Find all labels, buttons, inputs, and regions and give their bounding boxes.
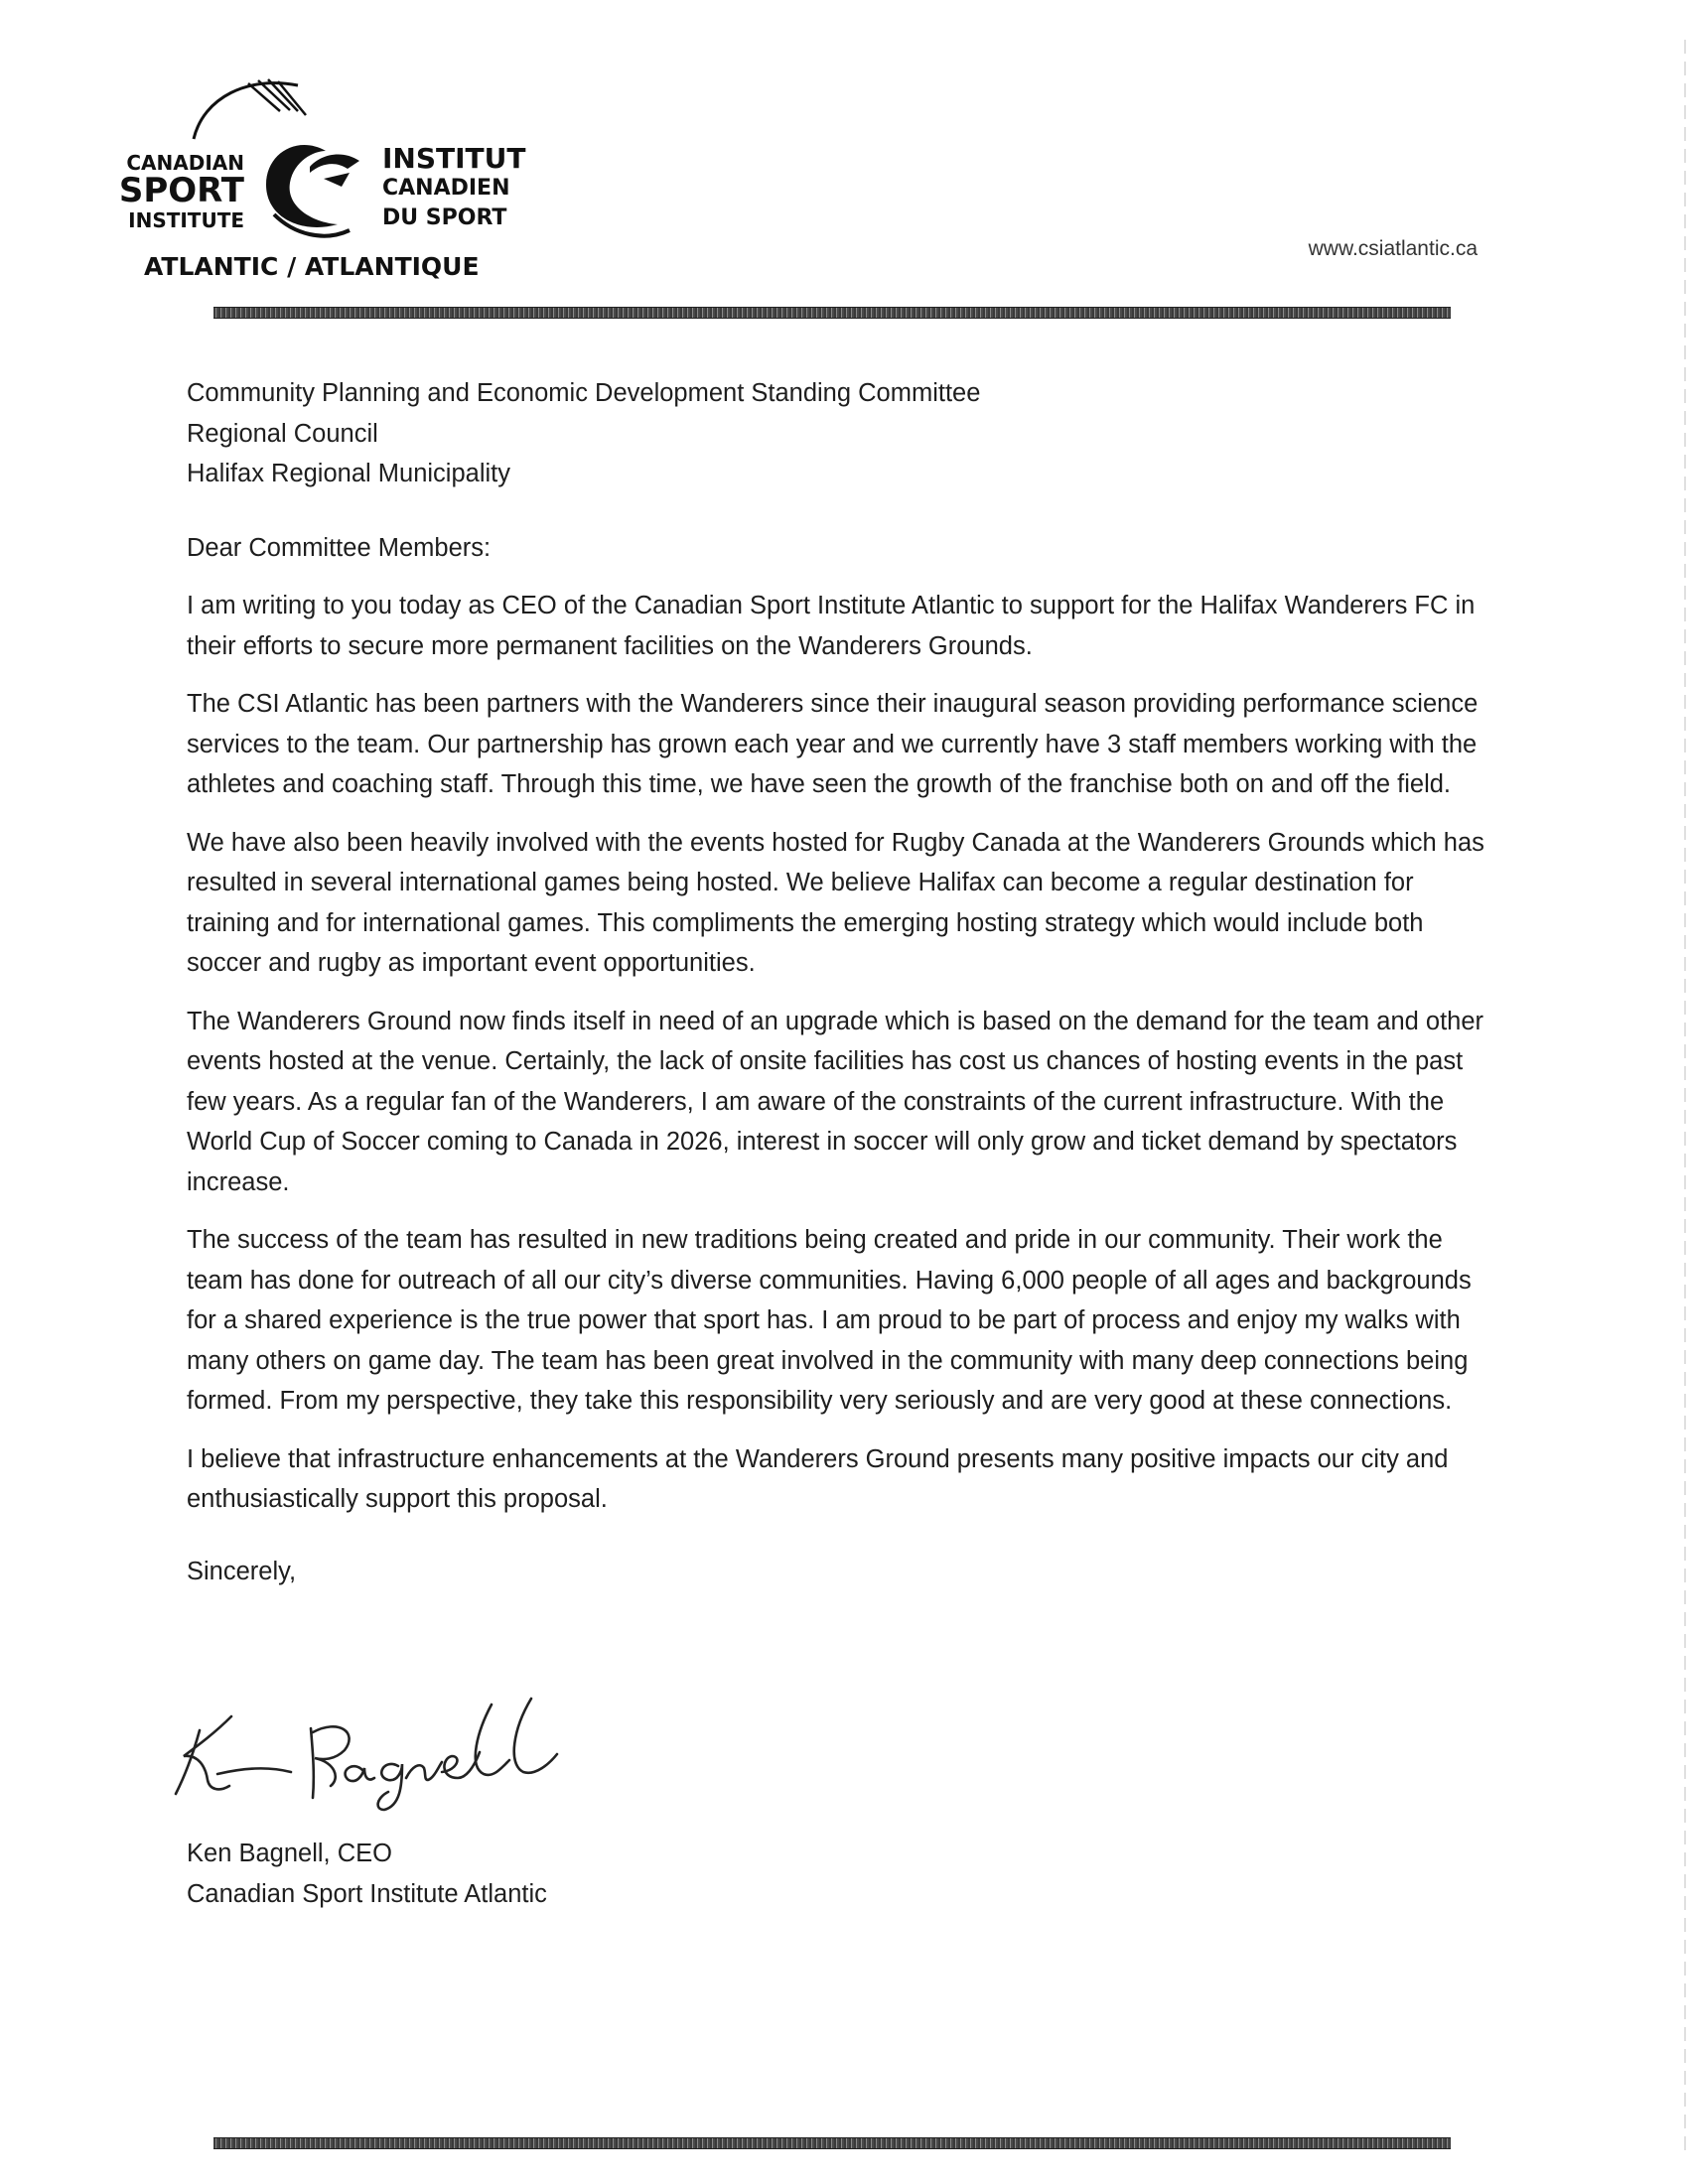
body-paragraph: The CSI Atlantic has been partners with the Wanderers since their inaugural season providing performance science services to the team. Our partnership has grown each year and we currently have 3 staff members working with the athletes and coaching staff. Through this time, we have seen the growth of the franchise both on and off the field.	[187, 690, 1479, 798]
closing: Sincerely,	[187, 1557, 297, 1585]
scan-edge-artifact	[1684, 40, 1686, 2154]
signature-icon	[164, 1683, 611, 1812]
signatory-organization: Canadian Sport Institute Atlantic	[187, 1879, 547, 1908]
letterhead	[0, 0, 1692, 328]
logo-text-region: ATLANTIC / ATLANTIQUE	[144, 252, 480, 281]
recipient-block	[187, 373, 1497, 494]
signatory-block	[187, 1834, 547, 1914]
body-paragraph: The Wanderers Ground now finds itself in need of an upgrade which is based on the demand for the team and other events hosted at the venue. Certainly, the lack of onsite facilities has cost us chances of hosting events in the past few years. As a regular fan of the Wanderers, I am aware of the constraints of the current infrastructure. With the World Cup of Soccer coming to Canada in 2026, interest in soccer will only grow and ticket demand by spectators increase.	[187, 1007, 1484, 1196]
letter-body	[187, 373, 1497, 1591]
handwritten-signature	[164, 1683, 611, 1812]
csi-logo	[99, 77, 536, 286]
recipient-line: Halifax Regional Municipality	[187, 460, 510, 487]
logo-text-canadien: CANADIEN	[382, 176, 510, 201]
website-url: www.csiatlantic.ca	[1308, 237, 1478, 260]
footer-divider	[213, 2137, 1451, 2149]
logo-text-institute: INSTITUTE	[128, 208, 244, 232]
signatory-name: Ken Bagnell, CEO	[187, 1840, 392, 1867]
logo-text-canadian: CANADIAN	[126, 151, 244, 175]
body-paragraph: I believe that infrastructure enhancements at the Wanderers Ground presents many positive impacts our city and enthusiastically support this proposal.	[187, 1444, 1449, 1513]
logo-text-sport: SPORT	[118, 171, 244, 210]
recipient-line: Regional Council	[187, 419, 378, 448]
body-paragraph: I am writing to you today as CEO of the Canadian Sport Institute Atlantic to support for the Halifax Wanderers FC in their efforts to secure more permanent facilities on the Wanderers Grounds.	[187, 592, 1476, 660]
logo-text-institut: INSTITUT	[382, 142, 526, 175]
recipient-line: Community Planning and Economic Development Standing Committee	[187, 379, 981, 407]
header-divider	[213, 307, 1451, 319]
body-paragraph: We have also been heavily involved with the events hosted for Rugby Canada at the Wanderers Grounds which has resulted in several international games being hosted. We believe Halifax can become a regular destination for training and for international games. This compliments the emerging hosting strategy which would include both soccer and rugby as important event opportunities.	[187, 828, 1484, 977]
salutation: Dear Committee Members:	[187, 533, 492, 562]
body-paragraph: The success of the team has resulted in new traditions being created and pride in our community. Their work the team has done for outreach of all our city’s diverse communities. Having 6,000 people of all ages and backgrounds for a shared experience is the true power that sport has. I am proud to be part of process and enjoy my walks with many others on game day. The team has been great involved in the community with many deep connections being formed. From my perspective, they take this responsibility very seriously and are very good at these connections.	[187, 1226, 1472, 1415]
logo-text-du-sport: DU SPORT	[382, 205, 507, 230]
